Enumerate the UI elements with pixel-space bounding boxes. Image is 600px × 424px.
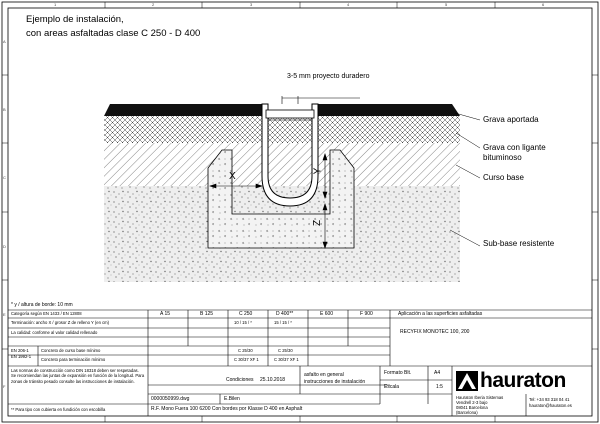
note-bottom: ** Para tipo con cubierta en fundición con escobilla bbox=[11, 407, 106, 412]
row0-label: Categoría según EN 1433 / EN 12808 bbox=[11, 311, 82, 316]
grid-row-c: C bbox=[3, 175, 6, 180]
code-value: 0000050999.dwg bbox=[151, 396, 190, 402]
row2-label: La calidad: conforme al valor calidad rellenado bbox=[11, 330, 98, 335]
footnote-y: * y / altura de borde: 10 mm bbox=[11, 302, 73, 308]
format-value: A4 bbox=[434, 370, 441, 376]
row1-d400: 15 / 15 / * bbox=[274, 320, 292, 325]
address-2: Vendrell 2-3 bajo bbox=[456, 400, 488, 405]
title-line-1: Ejemplo de instalación, bbox=[26, 14, 124, 25]
scale-value: 1:5 bbox=[436, 384, 443, 390]
grid-row-e: E bbox=[3, 312, 6, 317]
grid-col-6: 6 bbox=[542, 2, 545, 7]
grating bbox=[266, 110, 314, 118]
title-block bbox=[8, 310, 592, 416]
cross-section bbox=[104, 96, 480, 282]
class-e600: E 600 bbox=[320, 311, 334, 317]
title-line-2: con areas asfaltadas clase C 250 - D 400 bbox=[26, 28, 201, 39]
row1-label: Terminación: ancho X / grosor Z de relleno Y (en cm) bbox=[11, 320, 110, 325]
row3-label-a: EN 206-1 bbox=[11, 348, 29, 353]
row1-c250: 10 / 15 / * bbox=[234, 320, 252, 325]
label-grava-ligante: Grava con ligante bbox=[483, 143, 546, 152]
company-name: hauraton bbox=[480, 369, 566, 392]
date-value: 25.10.2018 bbox=[260, 377, 286, 383]
grid-row-a: A bbox=[3, 39, 6, 44]
label-dim-y: Y bbox=[312, 167, 324, 175]
address-1: Hauraton Iberia Sistemas bbox=[456, 395, 504, 400]
class-b125: B 125 bbox=[200, 311, 214, 317]
label-grava-aportada: Grava aportada bbox=[483, 115, 539, 124]
row4-c250: C 30/37 XF 1 bbox=[234, 357, 259, 362]
class-a15: A 15 bbox=[160, 311, 171, 317]
description-line: R.F. Mono Fuera 100 6200 Con bordes por Klasse D 400 en Asphalt bbox=[151, 406, 303, 412]
grid-row-f: F bbox=[3, 384, 6, 389]
address-4: (Barcelona) bbox=[456, 410, 478, 415]
row4-desc: Concreto para terminación mínimo bbox=[41, 357, 106, 362]
company-email: hauraton@hauraton.es bbox=[529, 403, 572, 408]
row3-desc: Concreto de curso base mínimo bbox=[41, 348, 101, 353]
row3-label-b: EN 1992-1 bbox=[11, 354, 32, 359]
row3-c250: C 25/30 bbox=[238, 348, 253, 353]
general-sub: instrucciones de instalación bbox=[304, 379, 366, 385]
row4-d400: C 30/37 XF 1 bbox=[274, 357, 299, 362]
label-dim-z: Z bbox=[312, 219, 324, 227]
asphalt-left bbox=[104, 104, 262, 116]
grid-row-b: B bbox=[3, 107, 6, 112]
grid-col-3: 3 bbox=[250, 2, 253, 7]
class-f900: F 900 bbox=[360, 311, 373, 317]
grid-col-4: 4 bbox=[347, 2, 350, 7]
general-label: asfalto en general bbox=[304, 372, 344, 378]
class-d400: D 400** bbox=[276, 311, 294, 317]
row3-d400: C 25/30 bbox=[278, 348, 293, 353]
hauraton-logo bbox=[456, 371, 478, 391]
grid-col-5: 5 bbox=[445, 2, 448, 7]
notes-block: Las normas de construcción como DIN 18318 deben ser respetadas. Se recomiendan las juntas de expansión en función de la longitud. Para zonas de tránsito pesado consulte las instrucciones de instalación. bbox=[11, 368, 145, 384]
conditions-label: Condiciones bbox=[226, 377, 254, 383]
grid-col-2: 2 bbox=[152, 2, 155, 7]
author-value: E.Bilen bbox=[224, 396, 240, 402]
company-phone: Tel: +34 93 318 04 41 bbox=[529, 397, 570, 402]
address-3: 08041 Barcelona bbox=[456, 405, 488, 410]
class-c250: C 250 bbox=[239, 311, 253, 317]
grid-col-1: 1 bbox=[54, 2, 57, 7]
label-bituminoso: bituminoso bbox=[483, 153, 522, 162]
label-curso-base: Curso base bbox=[483, 173, 524, 182]
right-top-label: Aplicación a las superficies asfaltadas bbox=[398, 311, 483, 317]
base-course-layer bbox=[104, 143, 460, 186]
label-dim-x: X bbox=[229, 171, 236, 182]
note-top: 3-5 mm proyecto duradero bbox=[287, 73, 370, 80]
label-sub-base: Sub-base resistente bbox=[483, 239, 555, 248]
asphalt-right bbox=[318, 104, 460, 116]
format-label: Formato Blt. bbox=[384, 370, 412, 376]
scale-label: Escala bbox=[384, 384, 400, 390]
product-name: RECYFIX MONOTEC 100, 200 bbox=[400, 329, 470, 335]
grid-row-d: D bbox=[3, 244, 6, 249]
